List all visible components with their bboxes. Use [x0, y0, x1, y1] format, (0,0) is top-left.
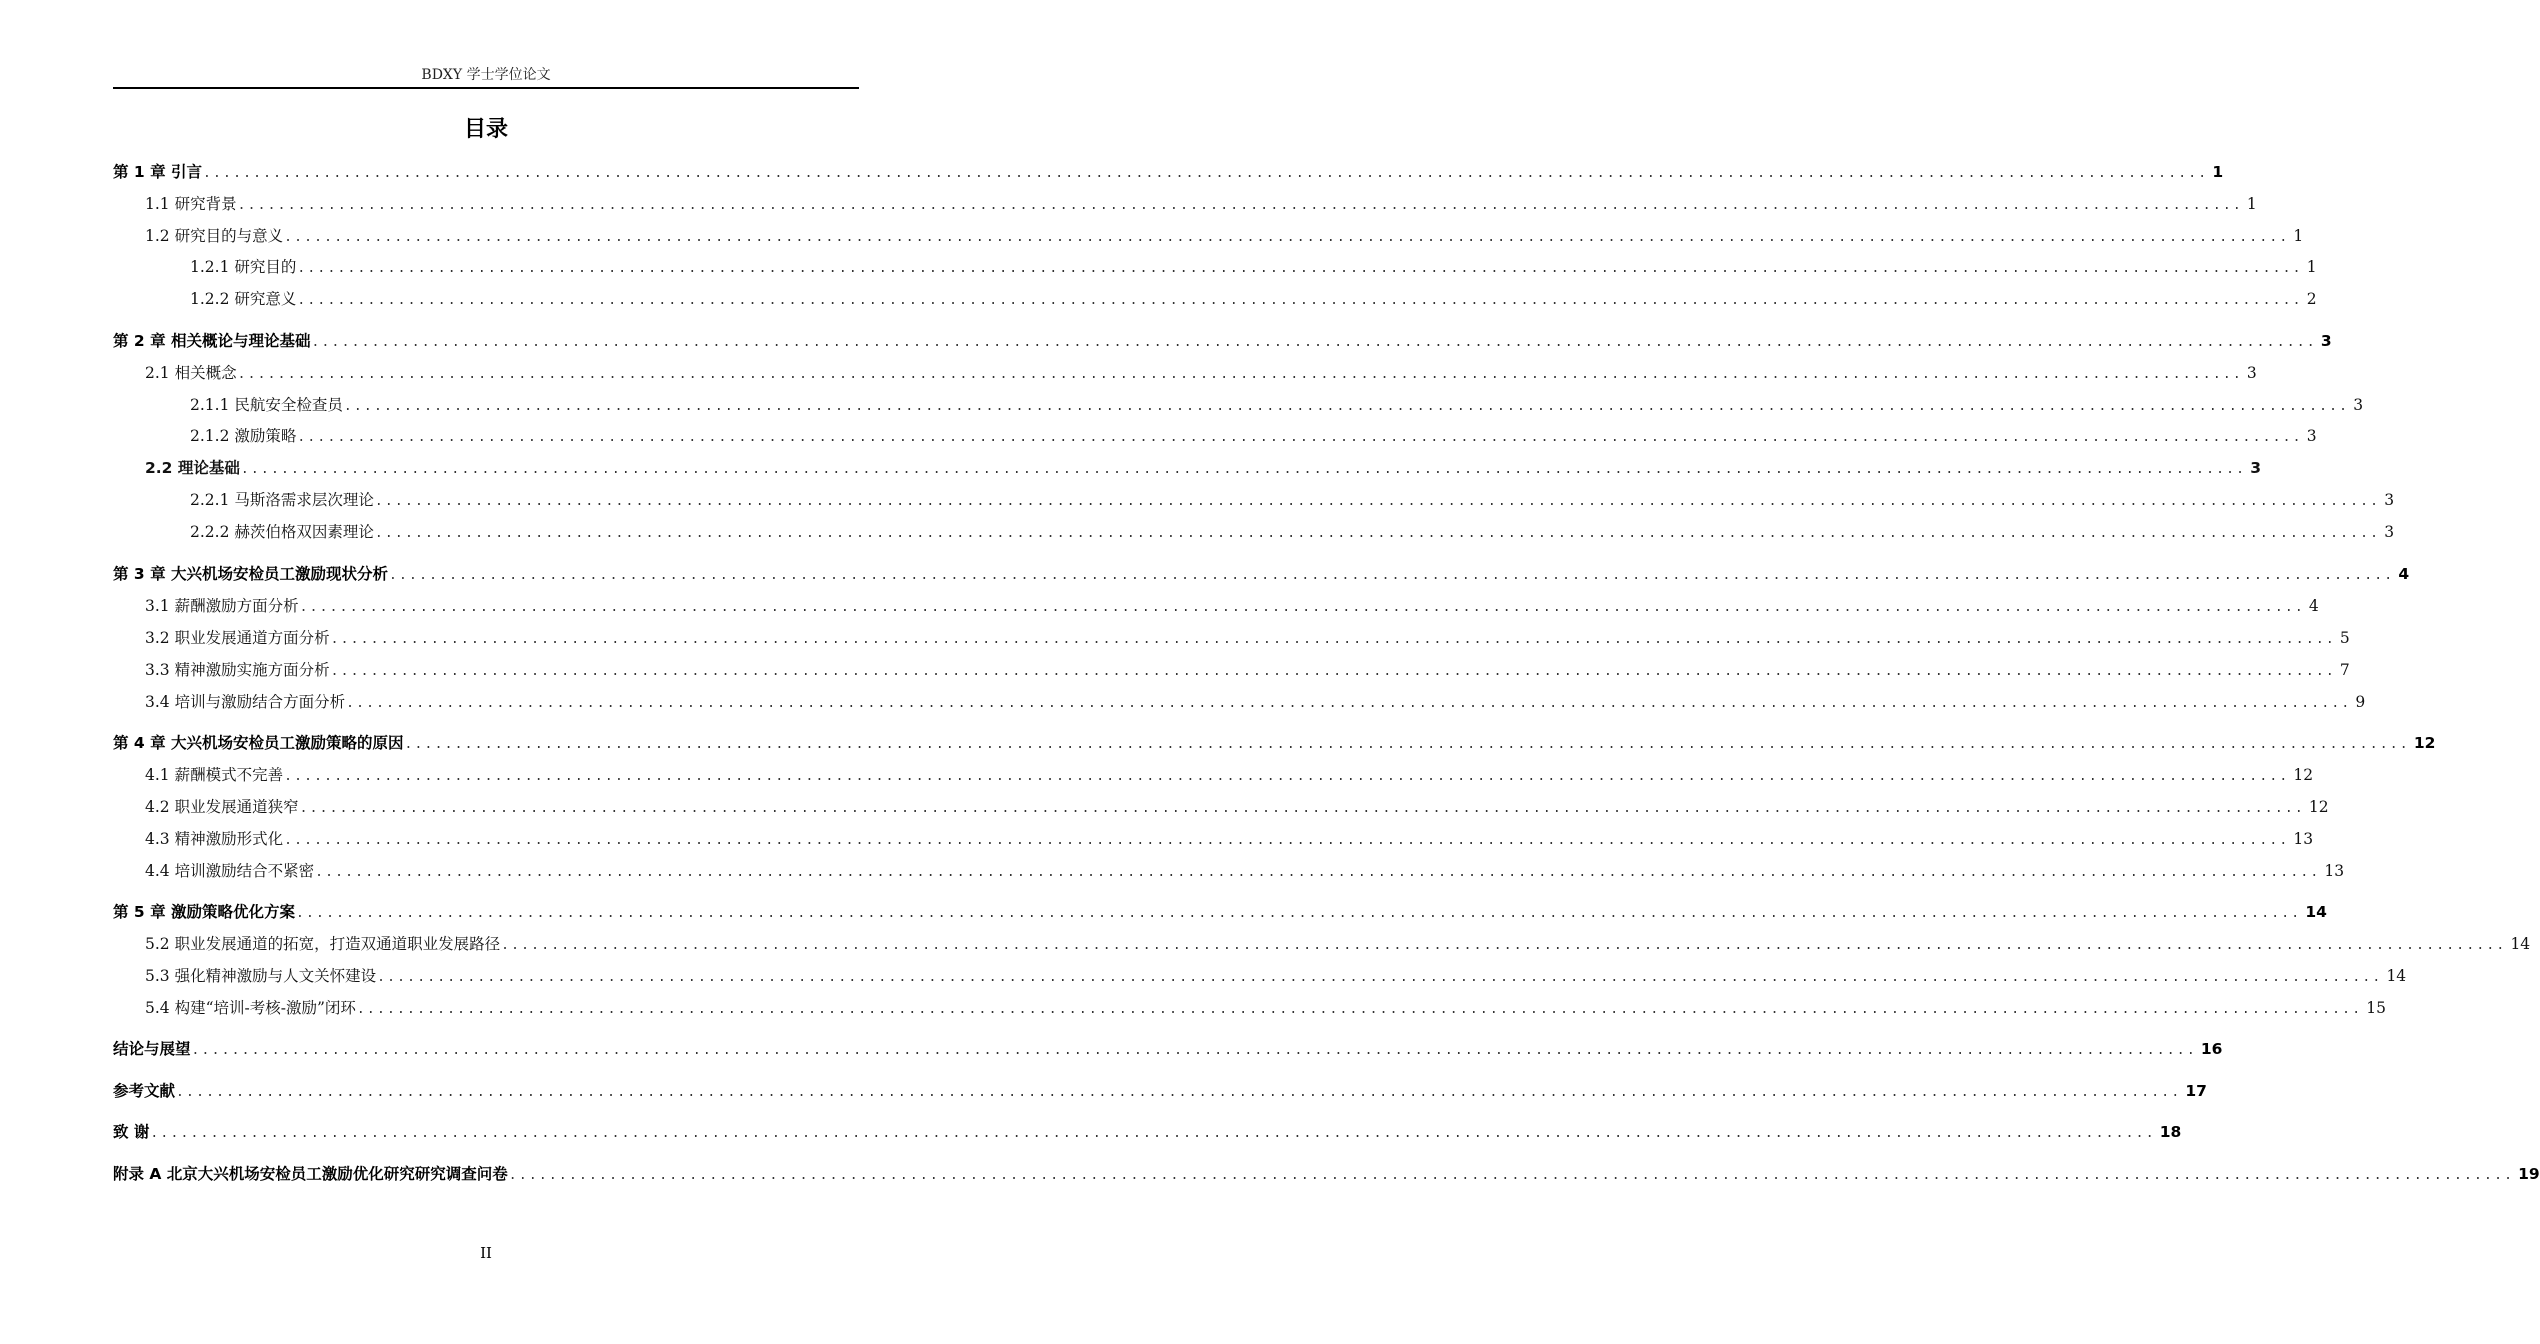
dot-leader: ........................................................................................................................................................................................................ [330, 632, 2336, 647]
toc-entry[interactable] [145, 827, 2314, 851]
toc-entry[interactable] [190, 287, 2317, 311]
toc-entry[interactable] [145, 859, 2345, 883]
toc-entry-page: 14 [2386, 967, 2407, 985]
toc-entry[interactable] [145, 964, 2407, 988]
toc-title: 目录 [463, 117, 508, 142]
toc-entry[interactable] [145, 996, 2386, 1020]
toc-entry[interactable] [113, 1079, 2207, 1103]
toc-entry-label: 1.2 研究目的与意义 [145, 227, 284, 245]
toc-entry[interactable] [145, 626, 2350, 650]
toc-entry[interactable] [113, 562, 2410, 586]
toc-entry-label: 1.2.1 研究目的 [190, 258, 297, 276]
toc-entry[interactable] [145, 192, 2257, 216]
toc-entry[interactable] [190, 520, 2395, 544]
toc-entry[interactable] [113, 731, 2436, 755]
toc-entry[interactable] [113, 900, 2327, 924]
toc-entry[interactable] [190, 393, 2364, 417]
toc-entry-page: 3 [2306, 427, 2317, 445]
toc-entry-label: 4.2 职业发展通道狭窄 [145, 798, 299, 816]
toc-entry-page: 3 [2384, 491, 2395, 509]
toc-entry-page: 15 [2366, 999, 2386, 1017]
page-number: II [480, 1244, 492, 1262]
dot-leader: ........................................................................................................................................................................................................ [299, 801, 2305, 816]
dot-leader: ........................................................................................................................................................................................................ [374, 494, 2381, 509]
toc-entry-label: 5.3 强化精神激励与人文关怀建设 [145, 967, 377, 985]
dot-leader: ........................................................................................................................................................................................................ [284, 833, 2290, 848]
dot-leader: ........................................................................................................................................................................................................ [297, 293, 2303, 308]
dot-leader: ........................................................................................................................................................................................................ [388, 568, 2395, 583]
toc-entry-label: 5.2 职业发展通道的拓宽，打造双通道职业发展路径 [145, 935, 501, 953]
dot-leader: ........................................................................................................................................................................................................ [404, 737, 2410, 752]
toc-entry[interactable] [145, 795, 2329, 819]
dot-leader: ........................................................................................................................................................................................................ [330, 664, 2336, 679]
toc-entry-page: 3 [2353, 396, 2364, 414]
toc-entry-label: 3.4 培训与激励结合方面分析 [145, 693, 346, 711]
toc-entry-page: 14 [2510, 935, 2531, 953]
dot-leader: ........................................................................................................................................................................................................ [356, 1002, 2363, 1017]
toc-entry[interactable] [145, 224, 2304, 248]
toc-entry-page: 9 [2355, 693, 2366, 711]
toc-entry-page: 16 [2200, 1040, 2223, 1058]
toc-entry[interactable] [145, 658, 2350, 682]
dot-leader: ........................................................................................................................................................................................................ [150, 1126, 2156, 1141]
dot-leader: ........................................................................................................................................................................................................ [240, 462, 2247, 477]
toc-entry[interactable] [145, 594, 2319, 618]
dot-leader: ........................................................................................................................................................................................................ [501, 938, 2507, 953]
dot-leader: ........................................................................................................................................................................................................ [508, 1168, 2515, 1183]
toc-entry-page: 3 [2320, 332, 2332, 350]
toc-entry-label: 结论与展望 [113, 1040, 191, 1058]
toc-entry-label: 2.1.1 民航安全检查员 [190, 396, 343, 414]
toc-entry-label: 致 谢 [113, 1123, 150, 1141]
toc-entry[interactable] [190, 255, 2317, 279]
running-header: BDXY 学士学位论文 [421, 67, 551, 83]
dot-leader: ........................................................................................................................................................................................................ [346, 696, 2352, 711]
toc-entry-page: 17 [2185, 1082, 2207, 1100]
toc-entry-page: 14 [2305, 903, 2327, 921]
toc-entry-label: 2.2.1 马斯洛需求层次理论 [190, 491, 374, 509]
dot-leader: ........................................................................................................................................................................................................ [311, 335, 2317, 350]
toc-entry[interactable] [145, 361, 2257, 385]
dot-leader: ........................................................................................................................................................................................................ [374, 526, 2381, 541]
toc-entry[interactable] [145, 690, 2366, 714]
toc-entry[interactable] [113, 160, 2224, 184]
toc-entry[interactable] [113, 329, 2332, 353]
toc-entry-label: 1.1 研究背景 [145, 195, 237, 213]
dot-leader: ........................................................................................................................................................................................................ [202, 166, 2209, 181]
dot-leader: ........................................................................................................................................................................................................ [315, 865, 2321, 880]
toc-entry[interactable] [190, 488, 2395, 512]
toc-entry-label: 第 2 章 相关概论与理论基础 [113, 332, 311, 350]
toc-entry-label: 2.1 相关概念 [145, 364, 237, 382]
toc-entry-label: 3.3 精神激励实施方面分析 [145, 661, 330, 679]
toc-entry-page: 1 [2246, 195, 2257, 213]
toc-entry[interactable] [145, 456, 2261, 480]
dot-leader: ........................................................................................................................................................................................................ [377, 970, 2383, 985]
dot-leader: ........................................................................................................................................................................................................ [191, 1043, 2197, 1058]
toc-entry-page: 7 [2339, 661, 2350, 679]
toc-entry-page: 18 [2159, 1123, 2182, 1141]
header-rule [113, 87, 859, 89]
toc-entry-label: 第 5 章 激励策略优化方案 [113, 903, 295, 921]
toc-entry-label: 4.1 薪酬模式不完善 [145, 766, 284, 784]
toc-entry-label: 参考文献 [113, 1082, 176, 1100]
dot-leader: ........................................................................................................................................................................................................ [297, 261, 2303, 276]
toc-entry-page: 3 [2246, 364, 2257, 382]
dot-leader: ........................................................................................................................................................................................................ [299, 600, 2305, 615]
toc-entry-page: 12 [2308, 798, 2329, 816]
toc-entry-page: 4 [2398, 565, 2410, 583]
toc-entry-label: 2.1.2 激励策略 [190, 427, 297, 445]
toc-entry-label: 第 4 章 大兴机场安检员工激励策略的原因 [113, 734, 404, 752]
dot-leader: ........................................................................................................................................................................................................ [284, 230, 2290, 245]
toc-entry-page: 2 [2306, 290, 2317, 308]
toc-entry-label: 第 1 章 引言 [113, 163, 202, 181]
dot-leader: ........................................................................................................................................................................................................ [295, 906, 2302, 921]
toc-entry-page: 13 [2324, 862, 2345, 880]
toc-entry-page: 12 [2293, 766, 2314, 784]
toc-entry-label: 附录 A 北京大兴机场安检员工激励优化研究研究调查问卷 [113, 1165, 508, 1183]
toc-entry-label: 5.4 构建“培训-考核-激励”闭环 [145, 999, 356, 1017]
toc-entry[interactable] [113, 1037, 2223, 1061]
toc-entry-label: 3.2 职业发展通道方面分析 [145, 629, 330, 647]
toc-entry-label: 4.4 培训激励结合不紧密 [145, 862, 315, 880]
dot-leader: ........................................................................................................................................................................................................ [284, 769, 2290, 784]
dot-leader: ........................................................................................................................................................................................................ [343, 399, 2350, 414]
dot-leader: ........................................................................................................................................................................................................ [237, 367, 2243, 382]
toc-entry-label: 3.1 薪酬激励方面分析 [145, 597, 299, 615]
toc-entry[interactable] [190, 424, 2317, 448]
toc-entry-label: 2.2 理论基础 [145, 459, 240, 477]
dot-leader: ........................................................................................................................................................................................................ [297, 430, 2303, 445]
toc-entry-label: 2.2.2 赫茨伯格双因素理论 [190, 523, 374, 541]
toc-entry-label: 4.3 精神激励形式化 [145, 830, 284, 848]
dot-leader: ........................................................................................................................................................................................................ [176, 1085, 2182, 1100]
toc-entry-page: 19 [2518, 1165, 2540, 1183]
toc-entry-label: 1.2.2 研究意义 [190, 290, 297, 308]
toc-entry-label: 第 3 章 大兴机场安检员工激励现状分析 [113, 565, 388, 583]
toc-entry-page: 1 [2306, 258, 2317, 276]
toc-entry-page: 5 [2339, 629, 2350, 647]
toc-entry[interactable] [145, 932, 2531, 956]
toc-entry[interactable] [113, 1120, 2182, 1144]
toc-entry[interactable] [113, 1162, 2540, 1186]
toc-entry-page: 3 [2384, 523, 2395, 541]
toc-entry-page: 3 [2250, 459, 2261, 477]
toc-entry-page: 4 [2308, 597, 2319, 615]
toc-entry-page: 1 [2212, 163, 2224, 181]
toc-entry-page: 13 [2293, 830, 2314, 848]
toc-entry-page: 12 [2413, 734, 2436, 752]
dot-leader: ........................................................................................................................................................................................................ [237, 198, 2243, 213]
toc-entry-page: 1 [2293, 227, 2304, 245]
toc-entry[interactable] [145, 763, 2314, 787]
